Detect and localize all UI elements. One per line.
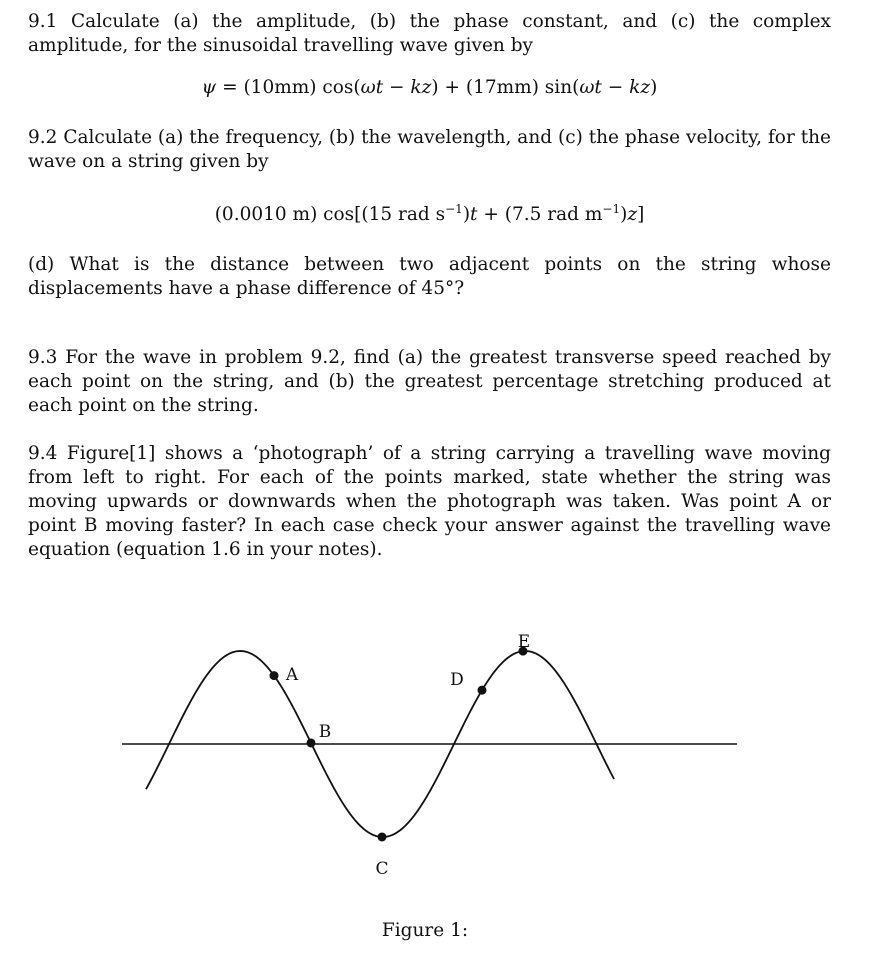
point-c-label: C (375, 859, 389, 879)
point-d-label: D (450, 670, 464, 690)
equation-string-wave: (0.0010 m) cos[(15 rad $s^{-1})t + (7.5$ rad $m^{-1})z$] (214, 201, 645, 225)
point-e-label: E (517, 632, 531, 652)
point-d-marker (478, 686, 487, 695)
point-a-label: A (285, 665, 299, 685)
point-b-label: B (318, 722, 332, 742)
problem-9-3: 9.3 For the wave in problem 9.2, find (a) the greatest transverse speed reached by each point on the string, and (b) the greatest percentage stretching produced at each point on the string. (28, 347, 831, 416)
equation-psi: ψ = (10mm) cos(ωt − kz) + (17mm) sin(ωt − kz) (201, 77, 658, 98)
point-a-marker (270, 671, 279, 680)
point-b-marker (307, 738, 316, 747)
problem-9-2-d: (d) What is the distance between two adjacent points on the string whose displacements have a phase difference of 45°? (28, 254, 831, 299)
problem-9-4: 9.4 Figure[1] shows a ‘photograph’ of a string carrying a travelling wave moving from left to right. For each of the points marked, state whether the string was moving upwards or downwards when the photograph was taken. Was point A or point B moving faster? In each case check your answer against the travelling wave equation (equation 1.6 in your notes). (28, 443, 831, 560)
marked-points (270, 632, 531, 879)
figure-caption: Figure 1: (381, 920, 469, 941)
point-c-marker (378, 832, 387, 841)
problem-9-2: 9.2 Calculate (a) the frequency, (b) the wavelength, and (c) the phase velocity, for the wave on a string given by (28, 127, 831, 172)
problem-9-1: 9.1 Calculate (a) the amplitude, (b) the phase constant, and (c) the complex amplitude, for the sinusoidal travelling wave given by (28, 11, 831, 56)
